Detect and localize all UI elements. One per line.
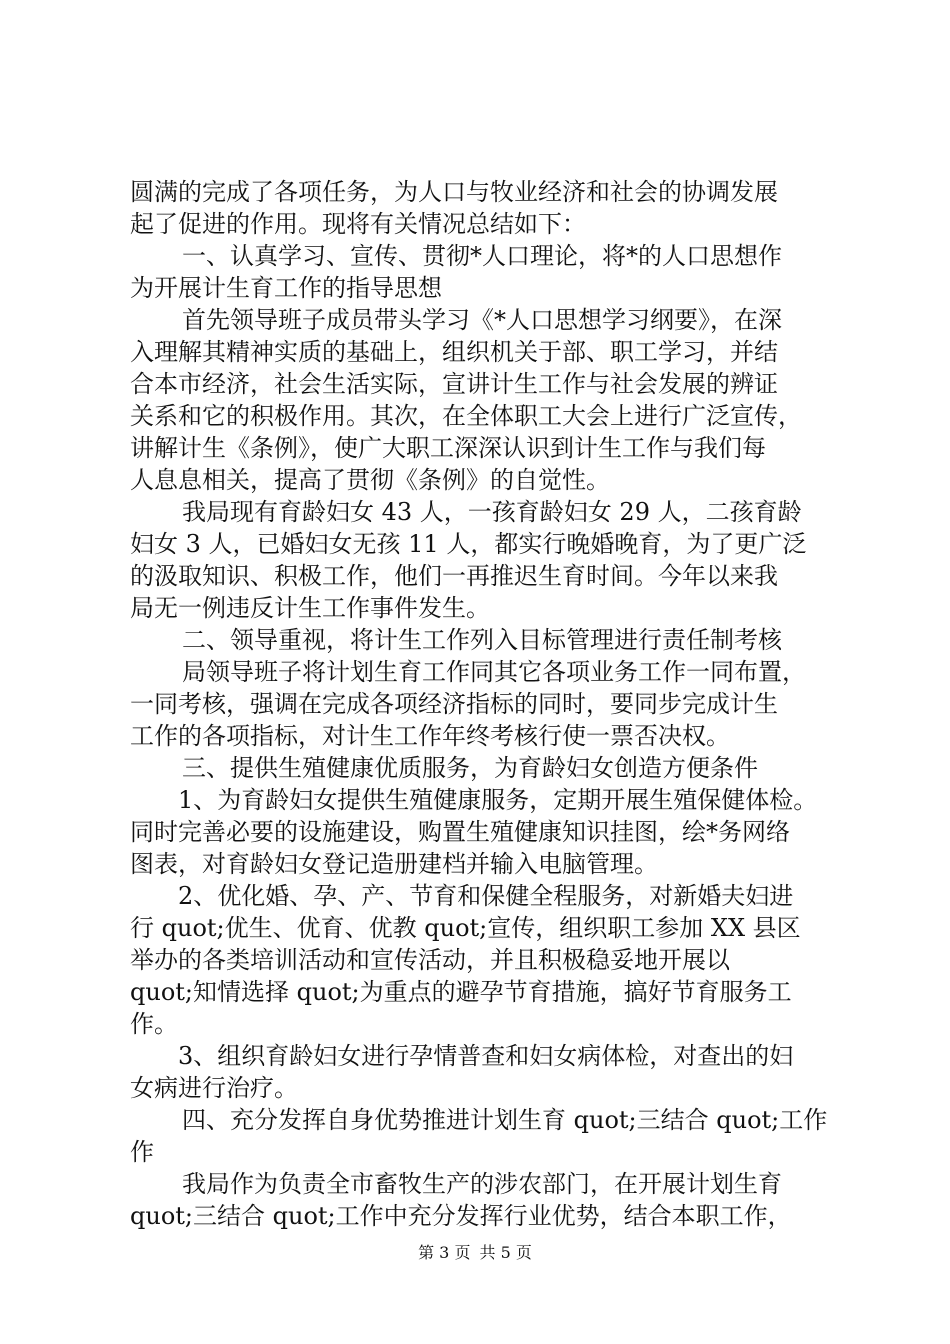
- text-line: 局无一例违反计生工作事件发生。: [130, 594, 490, 622]
- text-line: 起了促进的作用。现将有关情况总结如下：: [130, 210, 586, 238]
- text-line: quot;知情选择 quot;为重点的避孕节育措施，搞好节育服务工: [130, 978, 792, 1006]
- text-line: 1、为育龄妇女提供生殖健康服务，定期开展生殖保健体检。: [178, 786, 818, 814]
- text-line: 为开展计生育工作的指导思想: [130, 274, 442, 302]
- text-line: 作: [130, 1138, 154, 1166]
- text-line: 3、组织育龄妇女进行孕情普查和妇女病体检，对查出的妇: [178, 1042, 794, 1070]
- page-number: 第 3 页: [418, 1243, 471, 1262]
- text-line: 人息息相关，提高了贯彻《条例》的自觉性。: [130, 466, 610, 494]
- page-footer: [0, 1243, 950, 1263]
- text-line: 妇女 3 人，已婚妇女无孩 11 人，都实行晚婚晚育，为了更广泛: [130, 530, 807, 558]
- text-line: 三、提供生殖健康优质服务，为育龄妇女创造方便条件: [182, 754, 758, 782]
- text-line: 工作的各项指标，对计生工作年终考核行使一票否决权。: [130, 722, 730, 750]
- text-line: 局领导班子将计划生育工作同其它各项业务工作一同布置，: [182, 658, 806, 686]
- document-body: [130, 176, 830, 1232]
- text-line: 的汲取知识、积极工作，他们一再推迟生育时间。今年以来我: [130, 562, 778, 590]
- text-line: 行 quot;优生、优育、优教 quot;宣传，组织职工参加 XX 县区: [130, 914, 801, 942]
- text-line: 同时完善必要的设施建设，购置生殖健康知识挂图，绘*务网络: [130, 818, 790, 846]
- text-line: 一、认真学习、宣传、贯彻*人口理论，将*的人口思想作: [182, 242, 782, 270]
- text-line: 入理解其精神实质的基础上，组织机关于部、职工学习，并结: [130, 338, 778, 366]
- text-line: 举办的各类培训活动和宣传活动，并且积极稳妥地开展以: [130, 946, 730, 974]
- text-line: 合本市经济，社会生活实际，宣讲计生工作与社会发展的辨证: [130, 370, 778, 398]
- text-line: 2、优化婚、孕、产、节育和保健全程服务，对新婚夫妇进: [178, 882, 794, 910]
- text-line: 一同考核，强调在完成各项经济指标的同时，要同步完成计生: [130, 690, 778, 718]
- text-line: 我局作为负责全市畜牧生产的涉农部门，在开展计划生育: [182, 1170, 782, 1198]
- text-line: 圆满的完成了各项任务，为人口与牧业经济和社会的协调发展: [130, 178, 778, 206]
- text-line: 图表，对育龄妇女登记造册建档并输入电脑管理。: [130, 850, 658, 878]
- text-line: 二、领导重视，将计生工作列入目标管理进行责任制考核: [182, 626, 782, 654]
- text-line: 讲解计生《条例》，使广大职工深深认识到计生工作与我们每: [130, 434, 766, 462]
- text-line: 我局现有育龄妇女 43 人，一孩育龄妇女 29 人，二孩育龄: [182, 498, 802, 526]
- text-line: 关系和它的积极作用。其次，在全体职工大会上进行广泛宣传，: [130, 402, 802, 430]
- text-line: 首先领导班子成员带头学习《*人口思想学习纲要》，在深: [182, 306, 782, 334]
- text-line: 女病进行治疗。: [130, 1074, 298, 1102]
- text-line: quot;三结合 quot;工作中充分发挥行业优势，结合本职工作，: [130, 1202, 792, 1230]
- page-total: 共 5 页: [479, 1243, 532, 1262]
- text-line: 四、充分发挥自身优势推进计划生育 quot;三结合 quot;工作: [182, 1106, 828, 1134]
- text-line: 作。: [130, 1010, 178, 1038]
